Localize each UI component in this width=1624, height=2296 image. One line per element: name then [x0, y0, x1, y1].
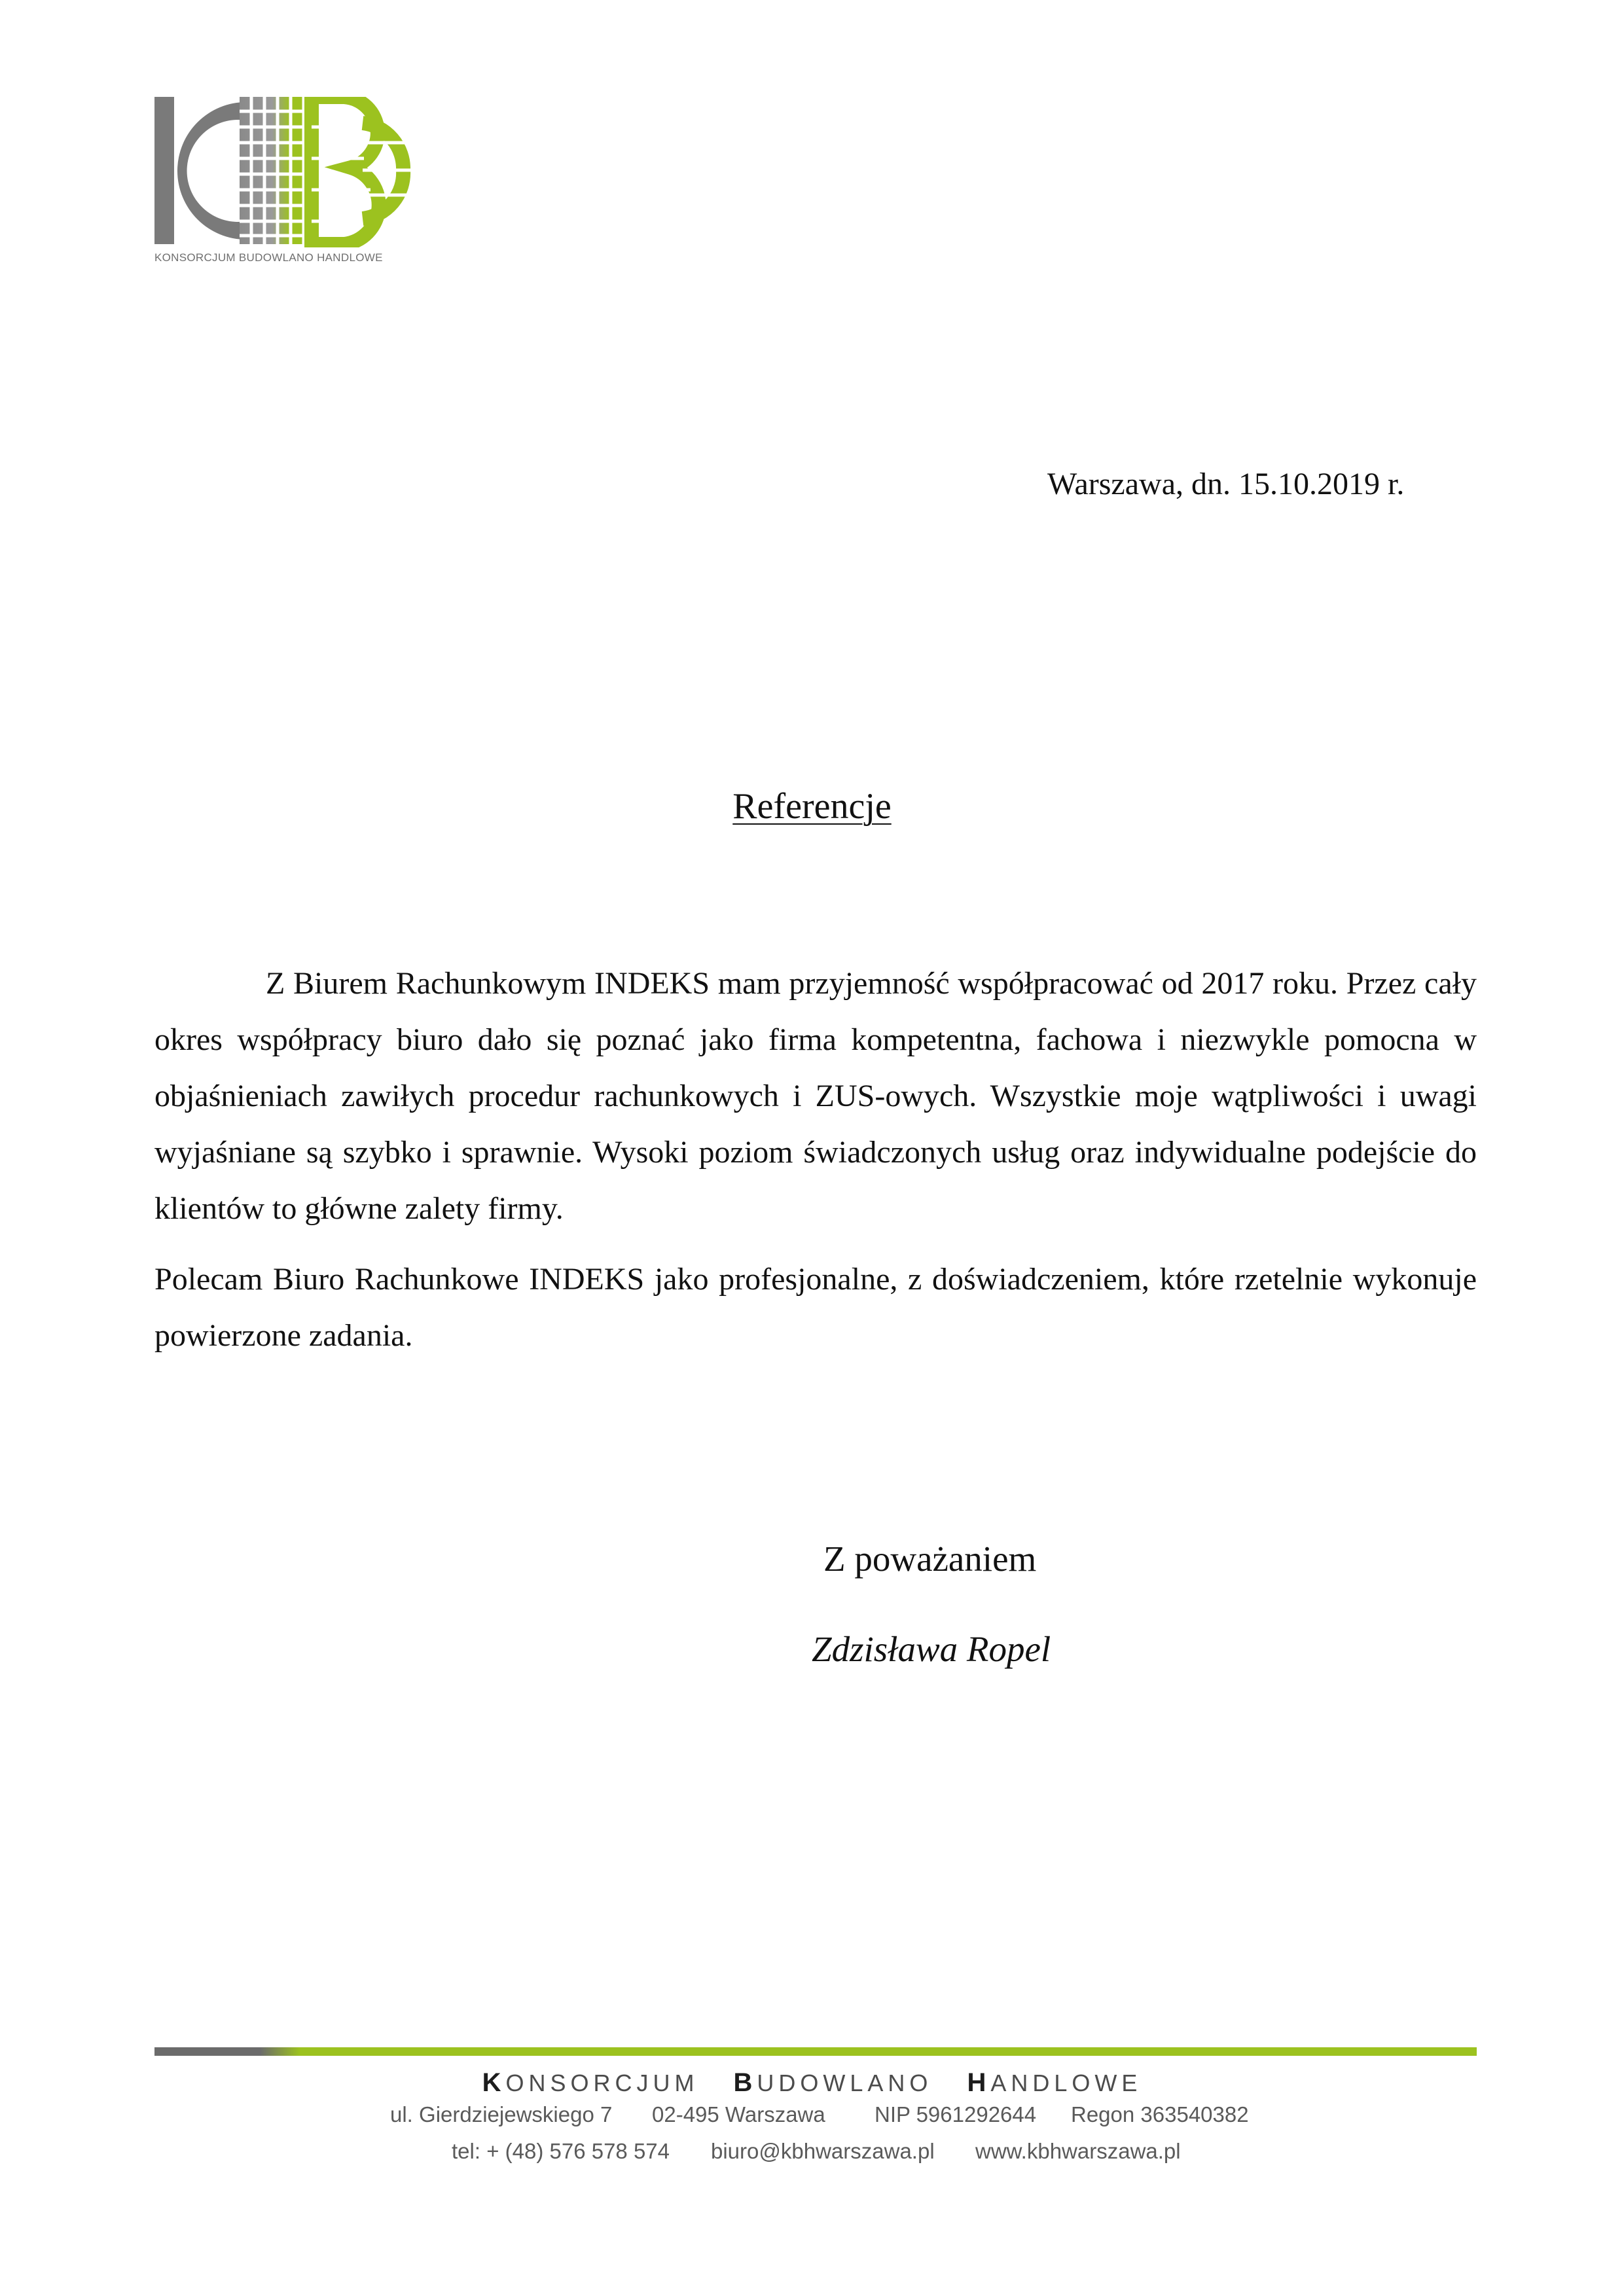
footer-company-word-2 — [734, 2070, 933, 2096]
footer-email[interactable]: biuro@kbhwarszawa.pl — [711, 2139, 935, 2163]
footer-divider — [154, 2047, 1477, 2056]
kbh-logo-graphic — [154, 97, 416, 247]
footer-company-rest: UDOWLANO — [757, 2070, 933, 2096]
letter-title: Referencje — [732, 786, 892, 827]
footer-website[interactable]: www.kbhwarszawa.pl — [975, 2139, 1181, 2163]
footer-company-rest: ANDLOWE — [990, 2070, 1142, 2096]
letter-body — [154, 956, 1477, 1364]
footer-postal: 02-495 Warszawa — [652, 2102, 825, 2126]
footer-company-word-3 — [967, 2070, 1142, 2096]
footer-nip: NIP 5961292644 — [875, 2102, 1037, 2126]
signature-name: Zdzisława Ropel — [812, 1629, 1051, 1669]
footer-company-initial: B — [733, 2068, 757, 2097]
footer-phone: tel: + (48) 576 578 574 — [452, 2139, 670, 2163]
closing-phrase: Z poważaniem — [823, 1539, 1037, 1579]
footer-company-rest: ONSORCJUM — [505, 2070, 699, 2096]
footer-company-initial: H — [967, 2068, 991, 2097]
footer-address: ul. Gierdziejewskiego 7 — [390, 2102, 613, 2126]
footer-company-name — [0, 2068, 1624, 2098]
footer-company-initial: K — [482, 2068, 506, 2097]
letter-date: Warszawa, dn. 15.10.2019 r. — [1047, 467, 1405, 501]
footer-regon: Regon 363540382 — [1071, 2102, 1249, 2126]
body-paragraph-1: Z Biurem Rachunkowym INDEKS mam przyjemność współpracować od 2017 roku. Przez cały okres współpracy biuro dało się poznać jako firma kompetentna, fachowa i niezwykle pomocna w objaśnieniach zawiłych procedur rachunkowych i ZUS-owych. Wszystkie moje wątpliwości i uwagi wyjaśniane są szybko i sprawnie. Wysoki poziom świadczonych usług oraz indywidualne podejście do klientów to główne zalety firmy. — [154, 966, 1477, 1226]
logo-caption: KONSORCJUM BUDOWLANO HANDLOWE — [154, 251, 383, 264]
company-logo — [154, 97, 416, 268]
body-paragraph-2: Polecam Biuro Rachunkowe INDEKS jako profesjonalne, z doświadczeniem, które rzetelnie wykonuje powierzone zadania. — [154, 1262, 1477, 1353]
footer-company-word-1 — [482, 2070, 699, 2096]
